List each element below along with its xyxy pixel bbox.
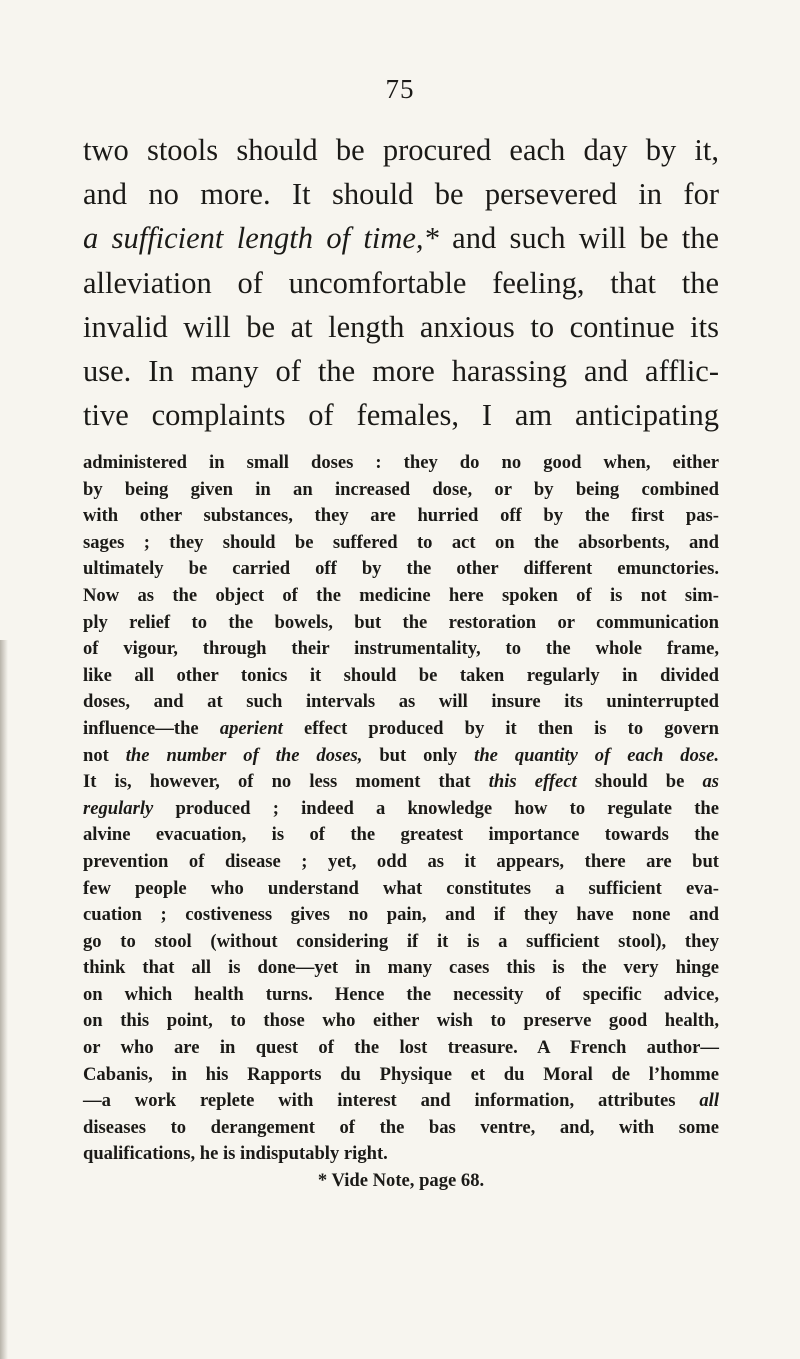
note-text-line — [83, 663, 719, 690]
note-text-line — [83, 503, 719, 530]
text-run: influence—the — [83, 717, 220, 739]
text-run: diseases to derangement of the bas ventre, and, with some — [83, 1116, 719, 1138]
text-run: go to stool (without considering if it is a sufficient stool), they — [83, 930, 719, 952]
continued-note-block — [83, 450, 719, 1195]
main-text-line — [83, 216, 719, 260]
note-text-line — [83, 530, 719, 557]
text-run: It is, however, of no less moment that — [83, 771, 489, 793]
text-run: Cabanis, in his Rapports du Physique et du Moral de l’homme — [83, 1063, 719, 1085]
note-text-line — [83, 929, 719, 956]
text-run: —a work replete with interest and information, attributes — [83, 1090, 700, 1112]
note-text-line — [83, 1115, 719, 1142]
note-text-line — [83, 796, 719, 823]
main-text-line — [83, 128, 719, 172]
note-text-line — [83, 955, 719, 982]
note-text-line — [83, 610, 719, 637]
text-run: but only — [362, 744, 475, 766]
text-run: on which health turns. Hence the necessity of specific advice, — [83, 983, 719, 1005]
page-gutter-shadow — [0, 640, 8, 1359]
text-run: invalid will be at length anxious to continue its — [83, 309, 719, 344]
main-text-block — [83, 128, 719, 437]
italic-text: a sufficient length of time,* — [83, 221, 439, 256]
italic-text: the number of the doses, — [125, 744, 363, 766]
text-run: not — [83, 744, 126, 766]
note-text-line — [83, 769, 719, 796]
text-run: Now as the object of the medicine here spoken of is not sim- — [83, 584, 719, 606]
text-run: ply relief to the bowels, but the restoration or communication — [83, 611, 719, 633]
page-number: 75 — [385, 74, 415, 104]
main-text-line — [83, 261, 719, 305]
note-text-line — [83, 902, 719, 929]
text-run: use. In many of the more harassing and afflic- — [83, 354, 719, 389]
note-text-line — [83, 1035, 719, 1062]
text-run: or who are in quest of the lost treasure. A French author— — [83, 1037, 719, 1059]
main-text-line — [83, 393, 719, 437]
text-run: should be — [576, 771, 703, 793]
note-text-line — [83, 477, 719, 504]
italic-text: aperient — [219, 717, 283, 739]
note-text-line — [83, 636, 719, 663]
text-run: tive complaints of females, I am anticipating — [83, 398, 719, 433]
text-run: with other substances, they are hurried off by the first pas- — [83, 505, 719, 527]
note-text-line — [83, 822, 719, 849]
text-run: prevention of disease ; yet, odd as it appears, there are but — [83, 850, 719, 872]
text-run: alleviation of uncomfortable feeling, that the — [83, 265, 719, 300]
text-run: two stools should be procured each day by it, — [83, 133, 719, 167]
text-run: sages ; they should be suffered to act on the absorbents, and — [83, 531, 719, 553]
note-text-line — [83, 716, 719, 743]
text-run: cuation ; costiveness gives no pain, and if they have none and — [83, 904, 719, 926]
text-run: and no more. It should be persevered in for — [83, 177, 719, 212]
note-text-line — [83, 583, 719, 610]
main-text-line — [83, 349, 719, 393]
italic-text: this effect — [488, 771, 577, 793]
text-run: think that all is done—yet in many cases this is the very hinge — [83, 957, 719, 979]
note-text-line — [83, 450, 719, 477]
text-run: effect produced by it then is to govern — [282, 717, 719, 739]
note-text-line — [83, 982, 719, 1009]
italic-text: regularly — [83, 797, 154, 819]
note-text-line — [83, 1088, 719, 1115]
note-text-line — [83, 689, 719, 716]
text-run: produced ; indeed a knowledge how to regulate the — [153, 797, 719, 819]
note-text-line — [83, 1062, 719, 1089]
italic-text: the quantity of each dose. — [474, 744, 720, 766]
text-run: of vigour, through their instrumentality, to the whole frame, — [83, 638, 719, 660]
text-run: on this point, to those who either wish to preserve good health, — [83, 1010, 719, 1032]
text-run: and such will be the — [438, 221, 719, 256]
text-run: like all other tonics it should be taken regularly in divided — [83, 664, 719, 686]
text-run: qualifications, he is indisputably right. — [83, 1143, 388, 1165]
text-run: ultimately be carried off by the other different emunctories. — [83, 558, 719, 580]
note-text-line — [83, 1141, 719, 1168]
note-text-line — [83, 876, 719, 903]
footnote-reference: * Vide Note, page 68. — [317, 1170, 485, 1192]
text-run: few people who understand what constitutes a sufficient eva- — [83, 877, 719, 899]
note-text-line — [83, 1008, 719, 1035]
italic-text: all — [699, 1090, 719, 1112]
italic-text: as — [702, 771, 719, 793]
main-text-line — [83, 305, 719, 349]
note-text-line — [83, 743, 719, 770]
text-run: by being given in an increased dose, or by being combined — [83, 478, 719, 500]
note-text-line — [83, 556, 719, 583]
text-run: administered in small doses : they do no good when, either — [83, 452, 719, 473]
text-run: alvine evacuation, is of the greatest importance towards the — [83, 824, 719, 846]
note-text-line — [83, 849, 719, 876]
text-run: doses, and at such intervals as will insure its uninterrupted — [83, 691, 719, 713]
main-text-line — [83, 172, 719, 216]
